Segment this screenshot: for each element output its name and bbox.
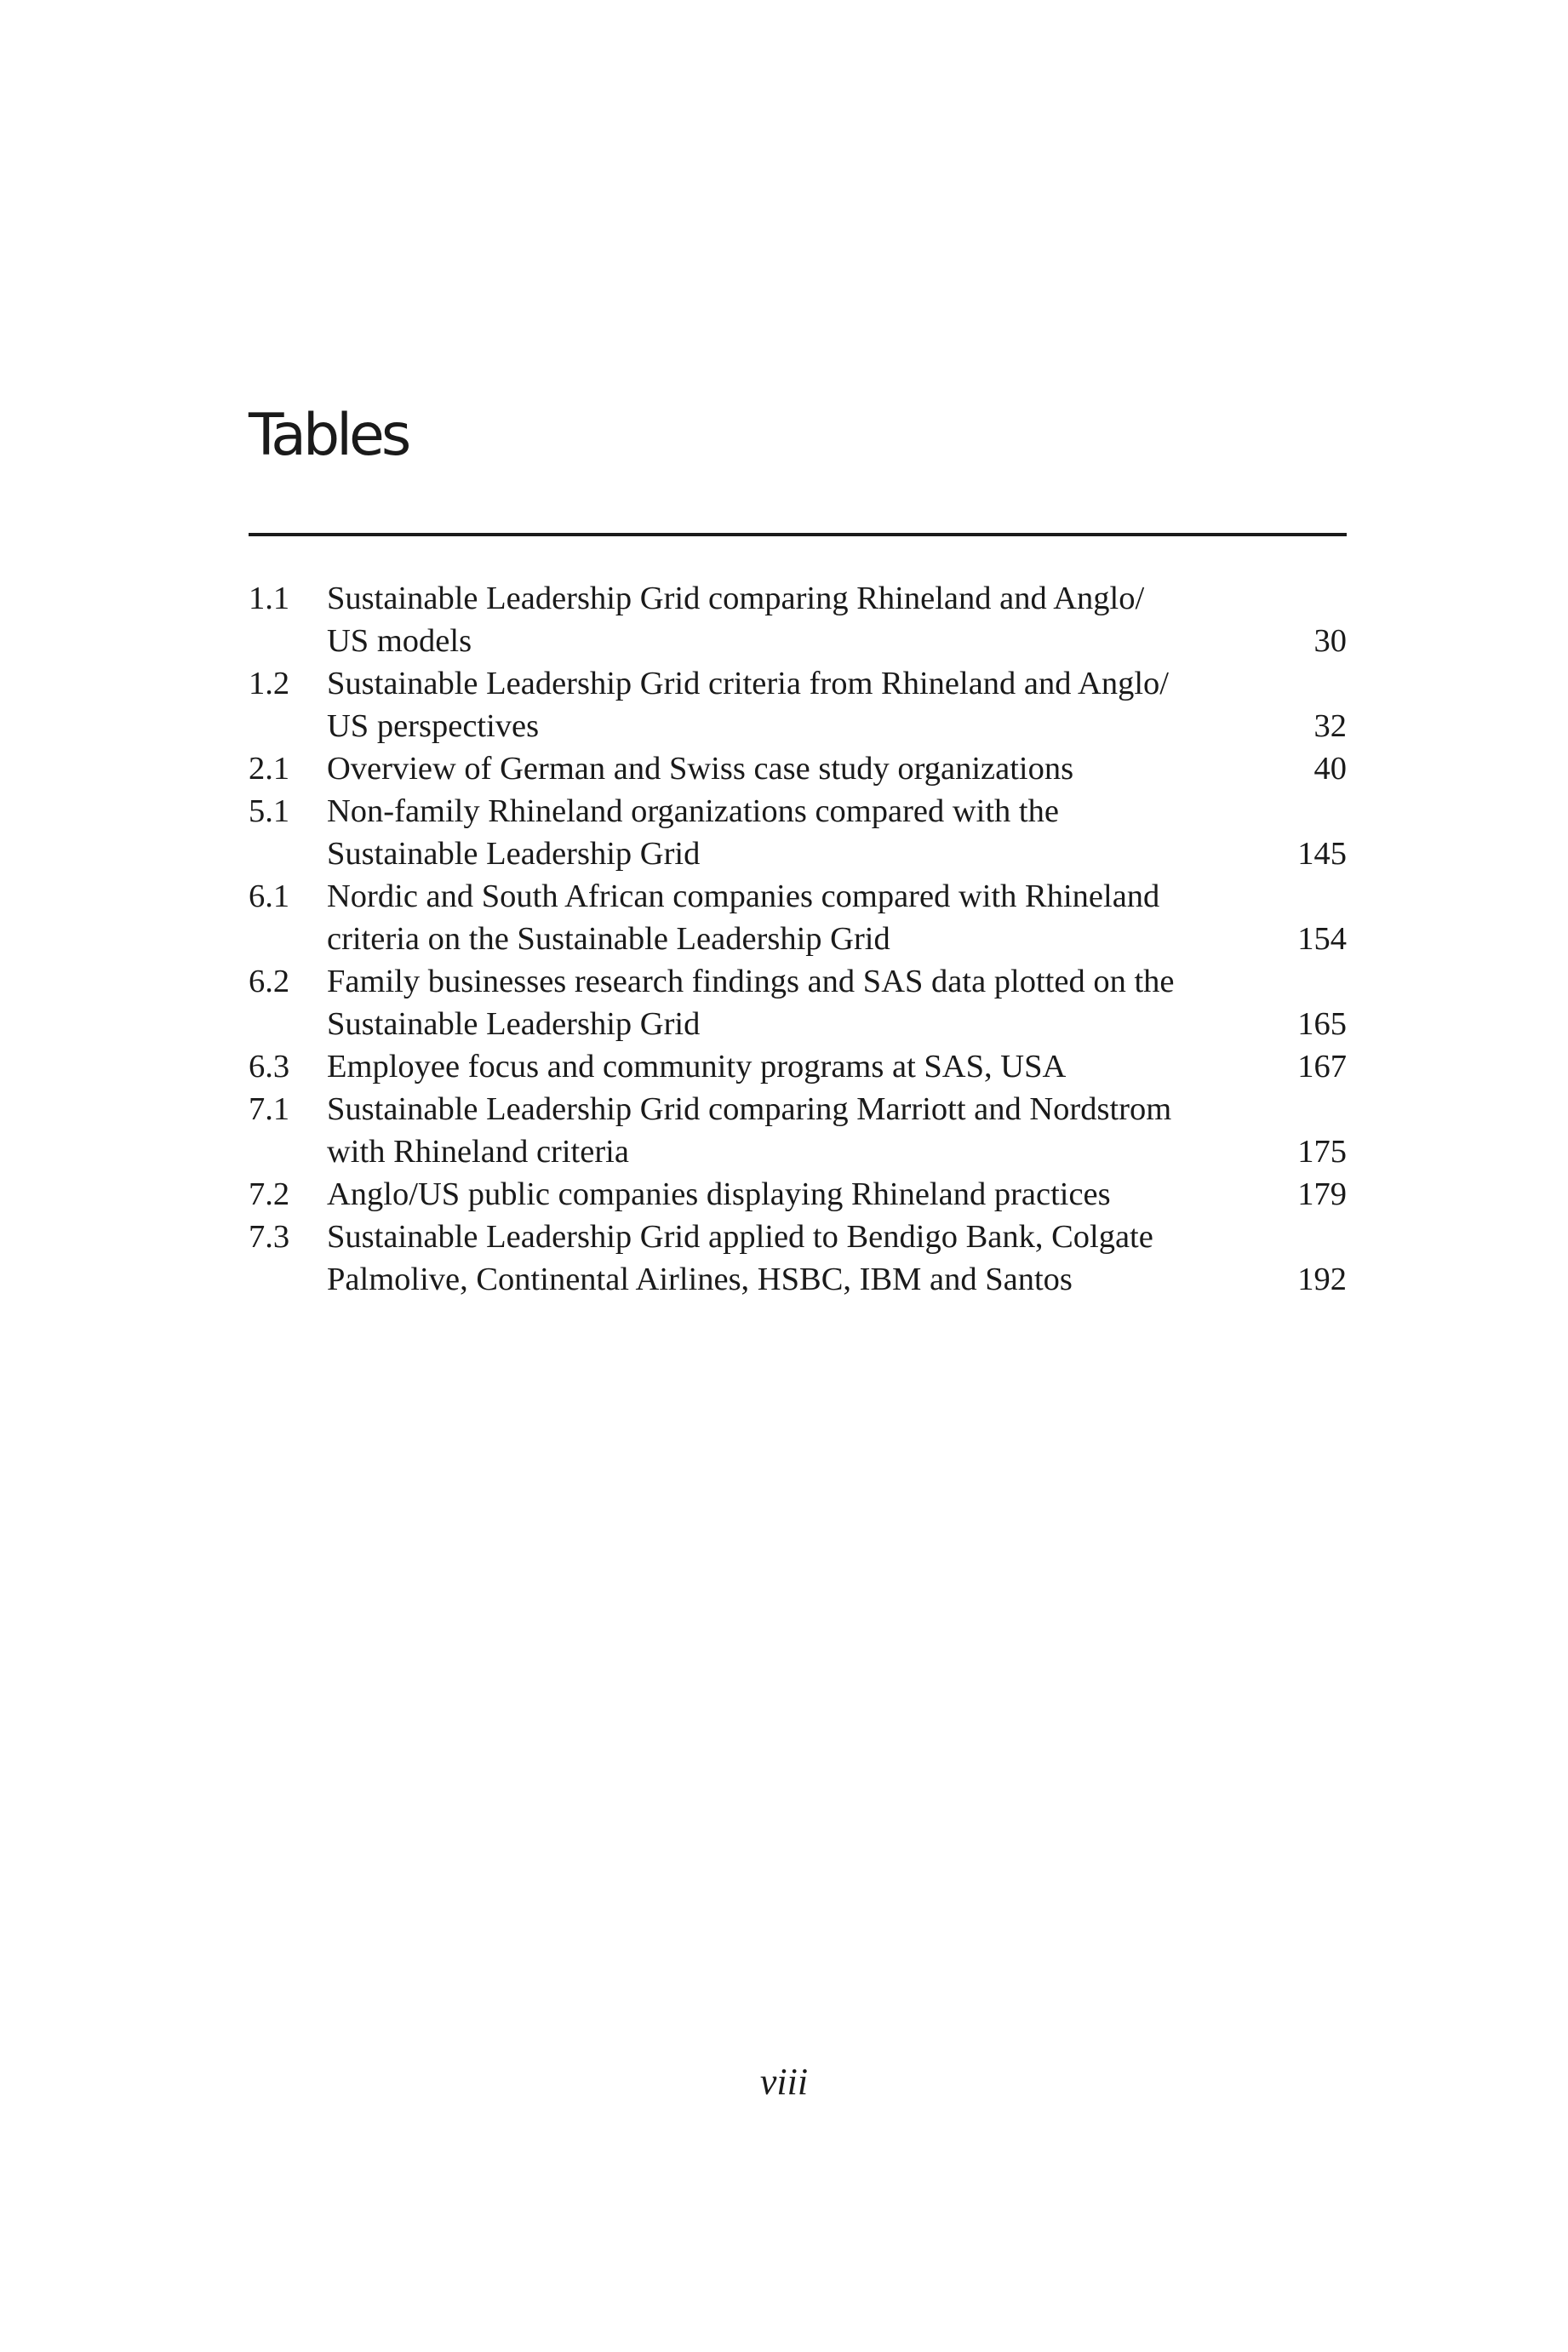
list-item xyxy=(249,960,1347,1045)
entry-line xyxy=(249,1216,1347,1258)
entry-line xyxy=(249,960,1347,1003)
entry-line xyxy=(249,705,1347,747)
entry-title: Sustainable Leadership Grid comparing Rhineland and Anglo/ xyxy=(327,581,1145,616)
entry-title: Sustainable Leadership Grid xyxy=(327,1006,701,1042)
entry-title: Sustainable Leadership Grid applied to Bendigo Bank, Colgate xyxy=(327,1219,1153,1255)
entry-line xyxy=(249,620,1347,662)
entry-title: Sustainable Leadership Grid criteria from Rhineland and Anglo/ xyxy=(327,666,1169,701)
entry-line xyxy=(249,833,1347,875)
tables-list xyxy=(249,577,1347,1301)
list-item xyxy=(249,747,1347,790)
page-number: 192 xyxy=(1297,1262,1347,1297)
table-number: 7.1 xyxy=(249,1091,290,1127)
table-number: 6.1 xyxy=(249,878,290,914)
page-number: 167 xyxy=(1297,1049,1347,1084)
list-item xyxy=(249,875,1347,960)
table-number: 7.2 xyxy=(249,1176,290,1212)
entry-title: Overview of German and Swiss case study organizations xyxy=(327,751,1074,787)
list-item xyxy=(249,790,1347,875)
entry-line xyxy=(249,790,1347,833)
list-item xyxy=(249,1216,1347,1301)
list-item xyxy=(249,577,1347,662)
entry-title: Sustainable Leadership Grid xyxy=(327,836,701,872)
entry-title: criteria on the Sustainable Leadership Grid xyxy=(327,921,890,957)
entry-title: Family businesses research findings and SAS data plotted on the xyxy=(327,964,1175,999)
entry-line xyxy=(249,1088,1347,1130)
page-number: 145 xyxy=(1297,836,1347,872)
entry-title: Employee focus and community programs at SAS, USA xyxy=(327,1049,1067,1084)
page-title: Tables xyxy=(249,402,409,469)
entry-title: Nordic and South African companies compared with Rhineland xyxy=(327,878,1160,914)
table-number: 1.1 xyxy=(249,581,290,616)
entry-line xyxy=(249,1258,1347,1301)
page-number: 165 xyxy=(1297,1006,1347,1042)
entry-line xyxy=(249,918,1347,960)
table-number: 7.3 xyxy=(249,1219,290,1255)
title-rule xyxy=(249,533,1347,536)
entry-title: Sustainable Leadership Grid comparing Marriott and Nordstrom xyxy=(327,1091,1172,1127)
entry-title: with Rhineland criteria xyxy=(327,1134,629,1170)
list-item xyxy=(249,662,1347,747)
page-number: 154 xyxy=(1297,921,1347,957)
list-item xyxy=(249,1088,1347,1173)
entry-title: US perspectives xyxy=(327,708,540,744)
entry-line xyxy=(249,1130,1347,1173)
entry-line xyxy=(249,577,1347,620)
entry-line xyxy=(249,1003,1347,1045)
list-item xyxy=(249,1173,1347,1216)
table-number: 6.3 xyxy=(249,1049,290,1084)
page-number: 30 xyxy=(1313,623,1347,659)
page-number: 32 xyxy=(1313,708,1347,744)
entry-line xyxy=(249,662,1347,705)
page-number: 40 xyxy=(1313,751,1347,787)
list-item xyxy=(249,1045,1347,1088)
entry-line xyxy=(249,747,1347,790)
entry-title: Non-family Rhineland organizations compared with the xyxy=(327,793,1059,829)
folio-page-number: viii xyxy=(759,2061,809,2103)
page-number: 179 xyxy=(1297,1176,1347,1212)
table-number: 1.2 xyxy=(249,666,290,701)
entry-title: US models xyxy=(327,623,472,659)
entry-line xyxy=(249,1173,1347,1216)
page-number: 175 xyxy=(1297,1134,1347,1170)
entry-title: Palmolive, Continental Airlines, HSBC, IBM and Santos xyxy=(327,1262,1073,1297)
table-number: 5.1 xyxy=(249,793,290,829)
table-number: 6.2 xyxy=(249,964,290,999)
entry-line xyxy=(249,875,1347,918)
entry-title: Anglo/US public companies displaying Rhineland practices xyxy=(327,1176,1111,1212)
table-number: 2.1 xyxy=(249,751,290,787)
entry-line xyxy=(249,1045,1347,1088)
